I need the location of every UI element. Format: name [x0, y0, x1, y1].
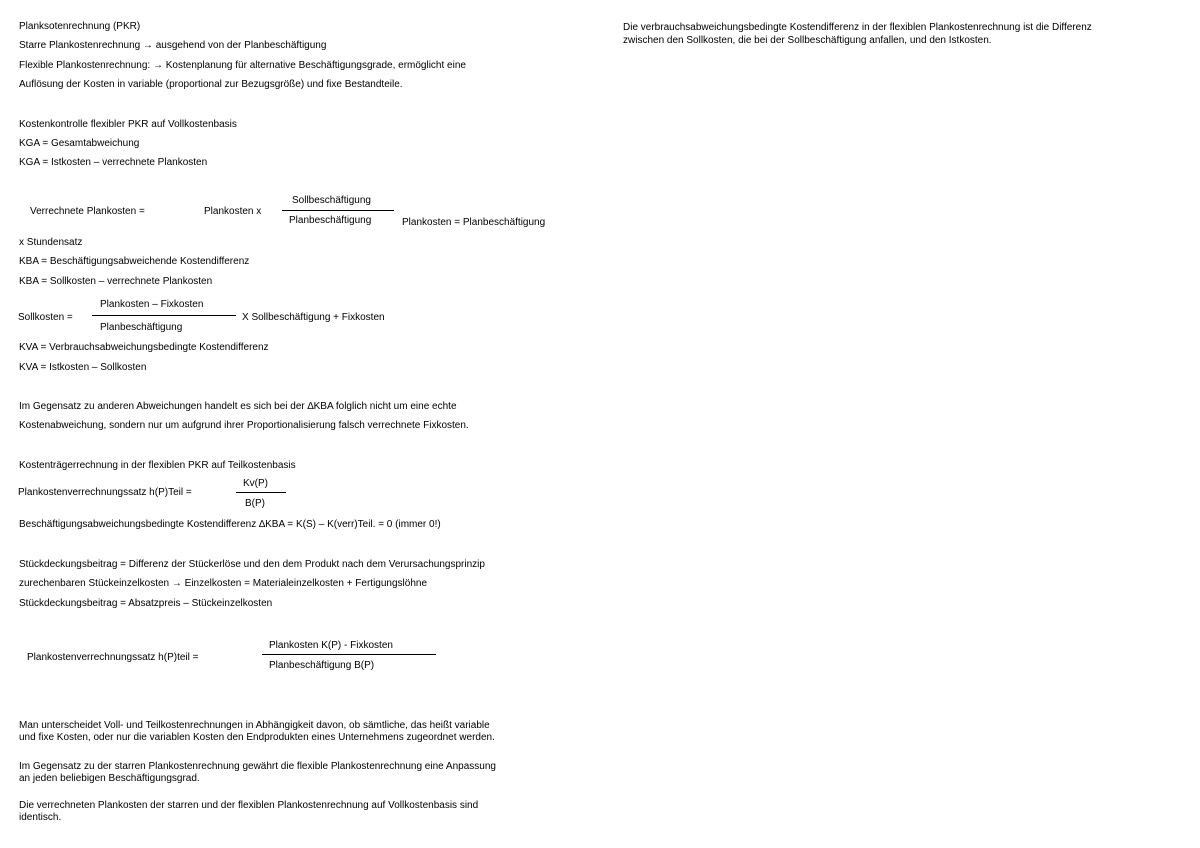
- pv2-formula-label: Plankostenverrechnungssatz h(P)teil =: [27, 652, 199, 663]
- text-aufloesung: Auflösung der Kosten in variable (proportional zur Bezugsgröße) und fixe Bestandteile.: [19, 79, 403, 90]
- paragraph-voll-teil-line2: und fixe Kosten, oder nur die variablen Kosten den Endprodukten eines Unternehmens zugeordnet werden.: [19, 732, 495, 743]
- pv2-fraction-bar: [262, 654, 436, 655]
- pv2-denominator: Planbeschäftigung B(P): [269, 660, 375, 671]
- pv-numerator: Kv(P): [243, 478, 268, 489]
- sk-denominator: Planbeschäftigung: [100, 322, 183, 333]
- vp-fraction: [282, 194, 394, 230]
- paragraph-identisch-line1: Die verrechneten Plankosten der starren und der flexiblen Plankostenrechnung auf Vollkostenbasis sind: [19, 800, 479, 811]
- pv-formula-label: Plankostenverrechnungssatz h(P)Teil =: [18, 487, 192, 498]
- text-kba-def: KBA = Beschäftigungsabweichende Kostendifferenz: [19, 256, 250, 267]
- paragraph-voll-teil-line1: Man unterscheidet Voll- und Teilkostenrechnungen in Abhängigkeit davon, ob sämtliche, das heißt variable: [19, 720, 490, 731]
- pv-denominator: B(P): [245, 498, 265, 509]
- paragraph-identisch: [19, 800, 478, 824]
- text-stueckdb-1: Stückdeckungsbeitrag = Differenz der Stückerlöse und den dem Produkt nach dem Verursachungsprinzip: [19, 559, 485, 570]
- sk-fraction: [92, 298, 236, 336]
- paragraph-anpassung-line1: Im Gegensatz zu der starren Plankostenrechnung gewährt die flexible Plankostenrechnung eine Anpassung: [19, 761, 496, 772]
- sk-formula-label: Sollkosten =: [18, 312, 73, 323]
- text-delta-kba: Beschäftigungsabweichungsbedingte Kostendifferenz ∆KBA = K(S) – K(verr)Teil. = 0 (immer 0!): [19, 519, 441, 530]
- text-gegensatz-1: Im Gegensatz zu anderen Abweichungen handelt es sich bei der ∆KBA folglich nicht um eine echte: [19, 401, 457, 412]
- paragraph-anpassung-line2: an jeden beliebigen Beschäftigungsgrad.: [19, 773, 200, 784]
- text-kva-def: KVA = Verbrauchsabweichungsbedingte Kostendifferenz: [19, 342, 269, 353]
- sk-formula-suffix: X Sollbeschäftigung + Fixkosten: [242, 312, 385, 323]
- text-kba-formula: KBA = Sollkosten – verrechnete Plankosten: [19, 276, 213, 287]
- pv2-fraction: [262, 640, 436, 676]
- text-stueckdb-3: Stückdeckungsbeitrag = Absatzpreis – Stückeinzelkosten: [19, 598, 273, 609]
- text-kga-def: KGA = Gesamtabweichung: [19, 138, 140, 149]
- heading-kostenkontrolle: Kostenkontrolle flexibler PKR auf Vollkostenbasis: [19, 119, 237, 130]
- text-kga-formula: KGA = Istkosten – verrechnete Plankosten: [19, 157, 208, 168]
- sk-numerator: Plankosten – Fixkosten: [100, 299, 204, 310]
- paragraph-anpassung: [19, 761, 496, 785]
- text-gegensatz-2: Kostenabweichung, sondern nur um aufgrund ihrer Proportionalisierung falsch verrechnete Fixkosten.: [19, 420, 469, 431]
- text-flexible-pkr: Flexible Plankostenrechnung: → Kostenplanung für alternative Beschäftigungsgrade, ermöglicht eine: [19, 60, 466, 71]
- text-starre-pkr: Starre Plankostenrechnung → ausgehend von der Planbeschäftigung: [19, 40, 327, 51]
- text-stueckdb-2: zurechenbaren Stückeinzelkosten → Einzelkosten = Materialeinzelkosten + Fertigungslöhne: [19, 578, 428, 589]
- right-text-line2: zwischen den Sollkosten, die bei der Sollbeschäftigung anfallen, und den Istkosten.: [623, 35, 992, 46]
- heading-pkr: Planksotenrechnung (PKR): [19, 21, 141, 32]
- paragraph-identisch-line2: identisch.: [19, 812, 62, 823]
- pv2-numerator: Plankosten K(P) - Fixkosten: [269, 640, 393, 651]
- text-stundensatz: x Stundensatz: [19, 237, 83, 248]
- vp-formula-label: Verrechnete Plankosten =: [30, 206, 145, 217]
- vp-denominator: Planbeschäftigung: [289, 215, 372, 226]
- vp-numerator: Sollbeschäftigung: [292, 195, 371, 206]
- text-kva-formula: KVA = Istkosten – Sollkosten: [19, 362, 147, 373]
- pv-fraction-bar: [236, 492, 286, 493]
- sk-fraction-bar: [92, 315, 236, 316]
- vp-formula-prefix: Plankosten x: [204, 206, 262, 217]
- pv-fraction: [236, 478, 286, 512]
- vp-formula-suffix: Plankosten = Planbeschäftigung: [402, 217, 546, 228]
- paragraph-voll-teil: [19, 720, 495, 744]
- vp-fraction-bar: [282, 210, 394, 211]
- right-text-line1: Die verbrauchsabweichungsbedingte Kostendifferenz in der flexiblen Plankostenrechnung ist die Differenz: [623, 22, 1092, 33]
- heading-kostentraeger: Kostenträgerrechnung in der flexiblen PKR auf Teilkostenbasis: [19, 460, 296, 471]
